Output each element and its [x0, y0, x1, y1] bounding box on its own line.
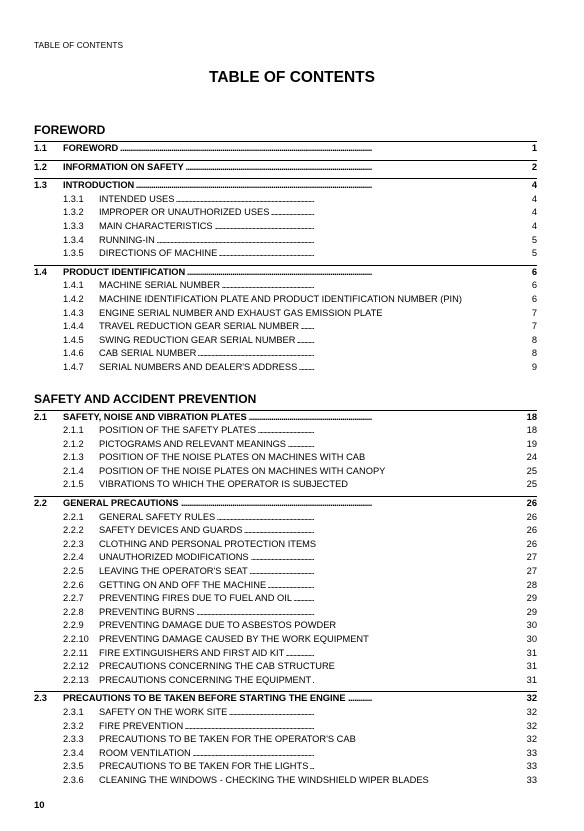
toc-subentry[interactable]	[34, 674, 537, 688]
entry-title-with-leader	[99, 451, 509, 465]
toc-subentry[interactable]	[34, 565, 537, 579]
entry-number: 2.1.4	[63, 465, 84, 476]
entry-number: 2.3.2	[63, 720, 84, 731]
entry-page: 1	[531, 143, 537, 153]
toc-subentry[interactable]	[34, 361, 537, 375]
toc-subentry[interactable]	[34, 733, 537, 747]
entry-title: POSITION OF THE NOISE PLATES ON MACHINES WITH CANOPY	[99, 465, 386, 476]
entry-title-with-leader	[99, 579, 509, 593]
toc-subentry[interactable]	[34, 633, 537, 647]
entry-title-with-leader	[63, 179, 509, 193]
entry-number: 2.1.2	[63, 438, 84, 449]
entry-title: PRECAUTIONS CONCERNING THE CAB STRUCTURE	[99, 661, 335, 672]
entry-number: 1.2	[34, 161, 47, 172]
entry-title: FIRE PREVENTION	[99, 720, 184, 731]
entry-title-with-leader	[99, 760, 509, 774]
entry-page: 7	[531, 307, 537, 318]
toc-subentry[interactable]	[34, 438, 537, 452]
toc-subentry[interactable]	[34, 307, 537, 321]
entry-number: 1.1	[34, 143, 47, 153]
entry-page: 8	[531, 334, 537, 345]
entry-title: CAB SERIAL NUMBER	[99, 348, 197, 359]
toc-subentry[interactable]	[34, 619, 537, 633]
entry-number: 1.4.1	[63, 280, 84, 291]
entry-page: 4	[531, 193, 537, 204]
entry-title-with-leader	[99, 361, 509, 375]
toc-chapter-entry[interactable]	[34, 691, 537, 706]
entry-title: POSITION OF THE NOISE PLATES ON MACHINES WITH CAB	[99, 452, 366, 463]
toc-subentry[interactable]	[34, 706, 537, 720]
entry-title: SAFETY ON THE WORK SITE	[99, 706, 228, 717]
entry-page: 26	[526, 538, 537, 549]
running-head: TABLE OF CONTENTS	[34, 40, 124, 50]
entry-page: 30	[526, 634, 537, 644]
entry-title: ENGINE SERIAL NUMBER AND EXHAUST GAS EMISSION PLATE	[99, 307, 383, 318]
entry-number: 1.4.5	[63, 334, 84, 345]
entry-title-with-leader	[99, 565, 509, 579]
entry-title-with-leader	[63, 161, 509, 175]
toc-chapter-entry[interactable]	[34, 178, 537, 193]
entry-title: INTRODUCTION	[63, 180, 135, 191]
entry-number: 1.4.3	[63, 307, 84, 318]
entry-title: PRECAUTIONS TO BE TAKEN BEFORE STARTING THE ENGINE	[63, 693, 346, 704]
entry-title-with-leader	[99, 220, 509, 234]
entry-page: 18	[526, 425, 537, 436]
entry-page: 26	[526, 511, 537, 522]
entry-number: 2.2.13	[63, 674, 89, 685]
entry-number: 2.2.7	[63, 593, 84, 604]
entry-title-with-leader	[99, 334, 509, 348]
toc-subentry[interactable]	[34, 747, 537, 761]
entry-title-with-leader	[99, 293, 509, 307]
entry-title-with-leader	[99, 538, 509, 552]
entry-page: 6	[531, 266, 537, 277]
toc-subentry[interactable]	[34, 606, 537, 620]
toc-subentry[interactable]	[34, 647, 537, 661]
entry-number: 1.3.3	[63, 220, 84, 231]
toc-subentry[interactable]	[34, 478, 537, 492]
entry-number: 2.3.5	[63, 761, 84, 772]
entry-number: 2.2.11	[63, 647, 89, 658]
section-spacer	[34, 375, 537, 392]
entry-page: 33	[526, 774, 537, 785]
toc-subentry[interactable]	[34, 279, 537, 293]
entry-title: INTENDED USES	[99, 193, 175, 204]
entry-page: 32	[526, 706, 537, 717]
entry-title-with-leader	[99, 478, 509, 492]
section-title: FOREWORD	[34, 123, 106, 137]
entry-title: GETTING ON AND OFF THE MACHINE	[99, 579, 267, 590]
entry-number: 2.2.3	[63, 538, 84, 549]
entry-title: PREVENTING DAMAGE CAUSED BY THE WORK EQUIPMENT	[99, 634, 369, 644]
entry-number: 1.3.5	[63, 248, 84, 259]
entry-page: 32	[526, 734, 537, 745]
toc-subentry[interactable]	[34, 451, 537, 465]
entry-page: 26	[526, 498, 537, 509]
page-number: 10	[34, 800, 45, 811]
entry-title-with-leader	[99, 424, 509, 438]
entry-title: RUNNING-IN	[99, 234, 155, 245]
entry-title-with-leader	[99, 193, 509, 207]
entry-title: TRAVEL REDUCTION GEAR SERIAL NUMBER	[99, 321, 300, 332]
toc-subentry[interactable]	[34, 774, 537, 788]
page-title: TABLE OF CONTENTS	[209, 69, 375, 86]
entry-title: PRODUCT IDENTIFICATION	[63, 266, 186, 277]
table-of-contents	[34, 123, 537, 788]
entry-page: 27	[526, 552, 537, 563]
entry-title: MACHINE SERIAL NUMBER	[99, 280, 221, 291]
entry-page: 33	[526, 761, 537, 772]
entry-number: 2.2.6	[63, 579, 84, 590]
entry-title: FOREWORD	[63, 143, 119, 153]
entry-title-with-leader	[99, 619, 509, 633]
entry-page: 2	[531, 161, 537, 172]
toc-subentry[interactable]	[34, 293, 537, 307]
entry-title: MAIN CHARACTERISTICS	[99, 220, 213, 231]
entry-page: 8	[531, 348, 537, 359]
entry-page: 29	[526, 606, 537, 617]
entry-page: 31	[526, 647, 537, 658]
entry-page: 24	[526, 452, 537, 463]
entry-number: 1.4.7	[63, 361, 84, 372]
entry-page: 25	[526, 465, 537, 476]
entry-title: VIBRATIONS TO WHICH THE OPERATOR IS SUBJECTED	[99, 479, 348, 490]
toc-chapter-entry[interactable]	[34, 410, 537, 425]
entry-title-with-leader	[99, 307, 509, 321]
entry-title: PICTOGRAMS AND RELEVANT MEANINGS	[99, 438, 287, 449]
entry-number: 2.2	[34, 498, 47, 509]
entry-page: 5	[531, 234, 537, 245]
entry-page: 25	[526, 479, 537, 490]
toc-chapter-entry[interactable]	[34, 496, 537, 511]
entry-title-with-leader	[63, 692, 509, 706]
entry-number: 2.2.1	[63, 511, 84, 522]
entry-title: UNAUTHORIZED MODIFICATIONS	[99, 552, 249, 563]
entry-title: GENERAL PRECAUTIONS	[63, 498, 179, 509]
entry-page: 27	[526, 566, 537, 577]
entry-title-with-leader	[99, 551, 509, 565]
entry-title-with-leader	[99, 674, 509, 688]
entry-number: 1.3.4	[63, 234, 84, 245]
entry-title-with-leader	[99, 247, 509, 261]
entry-number: 1.3	[34, 180, 47, 191]
entry-number: 2.3.3	[63, 734, 84, 745]
entry-title: PREVENTING BURNS	[99, 606, 195, 617]
toc-subentry[interactable]	[34, 660, 537, 674]
entry-number: 2.2.4	[63, 552, 84, 563]
toc-subentry[interactable]	[34, 579, 537, 593]
entry-page: 4	[531, 180, 537, 191]
entry-title-with-leader	[99, 234, 509, 248]
entry-number: 2.1.5	[63, 479, 84, 490]
toc-subentry[interactable]	[34, 193, 537, 207]
entry-title-with-leader	[99, 524, 509, 538]
entry-title-with-leader	[99, 592, 509, 606]
entry-title: IMPROPER OR UNAUTHORIZED USES	[99, 207, 270, 218]
entry-title-with-leader	[63, 266, 509, 280]
toc-chapter-entry[interactable]	[34, 265, 537, 280]
entry-title-with-leader	[63, 497, 509, 511]
entry-page: 6	[531, 280, 537, 291]
entry-title: GENERAL SAFETY RULES	[99, 511, 216, 522]
entry-number: 2.2.5	[63, 566, 84, 577]
entry-title-with-leader	[99, 706, 509, 720]
toc-chapter-entry[interactable]	[34, 141, 537, 156]
toc-subentry[interactable]	[34, 760, 537, 774]
entry-number: 1.4.2	[63, 293, 84, 304]
entry-page: 18	[526, 411, 537, 422]
entry-title: SAFETY, NOISE AND VIBRATION PLATES	[63, 411, 247, 422]
entry-title-with-leader	[99, 660, 509, 674]
entry-title-with-leader	[99, 733, 509, 747]
entry-page: 9	[531, 361, 537, 372]
entry-page: 32	[526, 720, 537, 731]
entry-number: 2.2.9	[63, 620, 84, 631]
entry-title: FIRE EXTINGUISHERS AND FIRST AID KIT	[99, 647, 285, 658]
toc-subentry[interactable]	[34, 465, 537, 479]
entry-page: 19	[526, 438, 537, 449]
entry-number: 2.1.1	[63, 425, 84, 436]
entry-title-with-leader	[99, 347, 509, 361]
entry-page: 31	[526, 674, 537, 685]
toc-subentry[interactable]	[34, 551, 537, 565]
entry-number: 1.4	[34, 266, 47, 277]
entry-number: 2.3	[34, 693, 47, 704]
entry-page: 30	[526, 620, 537, 631]
entry-title: CLEANING THE WINDOWS - CHECKING THE WINDSHIELD WIPER BLADES	[99, 774, 429, 785]
entry-page: 26	[526, 525, 537, 536]
toc-subentry[interactable]	[34, 247, 537, 261]
entry-title: SWING REDUCTION GEAR SERIAL NUMBER	[99, 334, 296, 345]
entry-title-with-leader	[99, 774, 509, 788]
entry-title: SAFETY DEVICES AND GUARDS	[99, 525, 243, 536]
toc-subentry[interactable]	[34, 320, 537, 334]
toc-subentry[interactable]	[34, 592, 537, 606]
toc-subentry[interactable]	[34, 206, 537, 220]
entry-title-with-leader	[63, 411, 509, 425]
entry-page: 32	[526, 693, 537, 704]
entry-title: SERIAL NUMBERS AND DEALER'S ADDRESS	[99, 361, 298, 372]
entry-number: 2.1.3	[63, 452, 84, 463]
entry-page: 31	[526, 661, 537, 672]
entry-title-with-leader	[99, 320, 509, 334]
entry-number: 2.3.6	[63, 774, 84, 785]
toc-chapter-entry[interactable]	[34, 160, 537, 175]
entry-title: PREVENTING FIRES DUE TO FUEL AND OIL	[99, 593, 293, 604]
entry-title-with-leader	[99, 465, 509, 479]
entry-number: 2.3.1	[63, 706, 84, 717]
section-title: SAFETY AND ACCIDENT PREVENTION	[34, 391, 257, 406]
entry-page: 6	[531, 293, 537, 304]
entry-title: PRECAUTIONS TO BE TAKEN FOR THE LIGHTS	[99, 761, 309, 772]
toc-subentry[interactable]	[34, 720, 537, 734]
entry-page: 28	[526, 579, 537, 590]
entry-title-with-leader	[99, 279, 509, 293]
entry-title: LEAVING THE OPERATOR'S SEAT	[99, 566, 248, 577]
entry-number: 2.2.10	[63, 634, 89, 644]
entry-title: DIRECTIONS OF MACHINE	[99, 248, 218, 259]
toc-subentry[interactable]	[34, 334, 537, 348]
entry-number: 2.2.8	[63, 606, 84, 617]
entry-title-with-leader	[63, 142, 509, 156]
entry-title-with-leader	[99, 438, 509, 452]
entry-title-with-leader	[99, 206, 509, 220]
entry-title: CLOTHING AND PERSONAL PROTECTION ITEMS	[99, 538, 317, 549]
entry-number: 2.2.12	[63, 661, 89, 672]
entry-page: 33	[526, 747, 537, 758]
toc-subentry[interactable]	[34, 511, 537, 525]
entry-number: 2.2.2	[63, 525, 84, 536]
entry-title: PRECAUTIONS TO BE TAKEN FOR THE OPERATOR'S CAB	[99, 734, 356, 745]
entry-page: 4	[531, 220, 537, 231]
entry-title: MACHINE IDENTIFICATION PLATE AND PRODUCT IDENTIFICATION NUMBER (PIN)	[99, 293, 462, 304]
toc-subentry[interactable]	[34, 234, 537, 248]
entry-number: 1.4.4	[63, 321, 84, 332]
entry-title-with-leader	[99, 647, 509, 661]
entry-title: INFORMATION ON SAFETY	[63, 161, 184, 172]
toc-subentry[interactable]	[34, 524, 537, 538]
entry-title: POSITION OF THE SAFETY PLATES	[99, 425, 257, 436]
entry-number: 2.1	[34, 411, 47, 422]
entry-title-with-leader	[99, 633, 509, 647]
entry-title-with-leader	[99, 720, 509, 734]
entry-page: 7	[531, 321, 537, 332]
toc-subentry[interactable]	[34, 424, 537, 438]
toc-subentry[interactable]	[34, 347, 537, 361]
toc-subentry[interactable]	[34, 538, 537, 552]
entry-title-with-leader	[99, 747, 509, 761]
entry-title: PRECAUTIONS CONCERNING THE EQUIPMENT	[99, 674, 312, 685]
entry-number: 1.3.1	[63, 193, 84, 204]
entry-title-with-leader	[99, 511, 509, 525]
toc-subentry[interactable]	[34, 220, 537, 234]
entry-number: 1.3.2	[63, 207, 84, 218]
entry-page: 29	[526, 593, 537, 604]
entry-title: ROOM VENTILATION	[99, 747, 191, 758]
entry-page: 4	[531, 207, 537, 218]
entry-title: PREVENTING DAMAGE DUE TO ASBESTOS POWDER	[99, 620, 337, 631]
entry-number: 2.3.4	[63, 747, 84, 758]
entry-title-with-leader	[99, 606, 509, 620]
entry-page: 5	[531, 248, 537, 259]
entry-number: 1.4.6	[63, 348, 84, 359]
